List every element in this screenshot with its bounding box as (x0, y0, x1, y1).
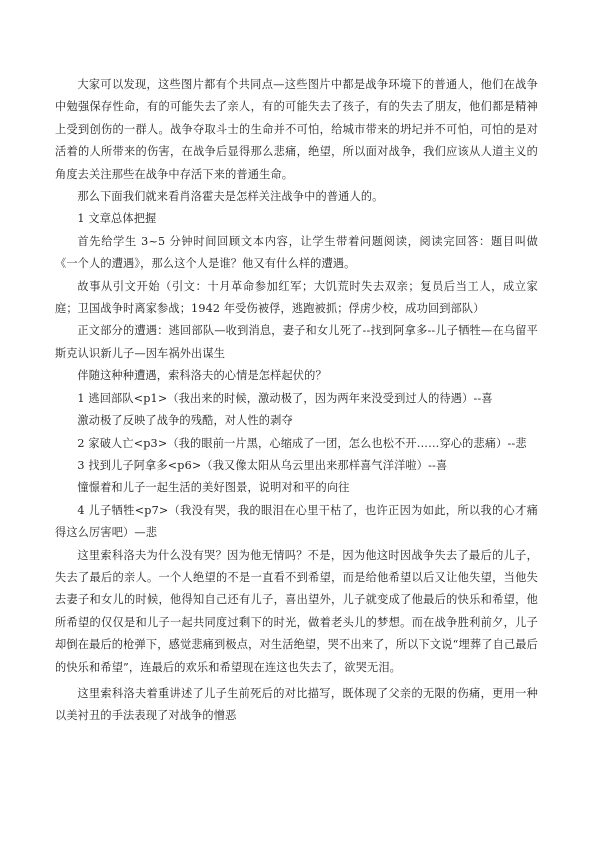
list-item-3-note: 憧憬着和儿子一起生活的美好图景，说明对和平的向往 (77, 481, 350, 495)
paragraph-main-events: 正文部分的遭遇：逃回部队—收到消息，妻子和女儿死了--找到阿拿多--儿子牺牲—在乌留平斯克认识新儿子—因车祸外出谋生 (55, 324, 538, 360)
section-heading: 1 文章总体把握 (77, 212, 157, 226)
list-item-2: 2 家破人亡<p3>（我的眼前一片黑，心缩成了一团，怎么也松不开……穿心的悲痛）--悲 (77, 436, 527, 450)
paragraph-transition: 那么下面我们就来看肖洛霍夫是怎样关注战争中的普通人的。 (77, 190, 384, 204)
paragraph-intro: 大家可以发现，这些图片都有个共同点—这些图片中都是战争环境下的普通人，他们在战争中勉强保存性命，有的可能失去了亲人，有的可能失去了孩子，有的失去了朋友，他们都是精神上受到创伤的一群人。战争夺取斗士的生命并不可怕，给城市带来的坍圮并不可怕，可怕的是对活着的人所带来的伤害，在战争后显得那么悲痛，绝望，所以面对战争，我们应该从人道主义的角度去关注那些在战争中存活下来的普通生命。 (55, 78, 538, 181)
list-item-1: 1 逃回部队<p1>（我出来的时候，激动极了，因为两年来没受到过人的待遇）--喜 (77, 391, 493, 405)
paragraph-question: 伴随这种种遭遇，索科洛夫的心情是怎样起伏的？ (77, 369, 327, 383)
paragraph-conclusion: 这里索科洛夫着重讲述了儿子生前死后的对比描写，既体现了父亲的无限的伤痛，更用一种以美衬丑的手法表现了对战争的憎恶 (55, 686, 538, 723)
paragraph-task: 首先给学生 3~5 分钟时间回顾文本内容，让学生带着问题阅读，阅读完回答：题目叫做《一个人的遭遇》，那么这个人是谁？他又有什么样的遭遇。 (55, 234, 538, 271)
paragraph-story-start: 故事从引文开始（引文：十月革命参加红军；大饥荒时失去双亲；复员后当工人，成立家庭；卫国战争时离家参战；1942 年受伤被俘，逃跑被抓；俘虏少校，成功回到部队） (55, 279, 538, 316)
list-item-3: 3 找到儿子阿拿多<p6>（我又像太阳从乌云里出来那样喜气洋洋啦）--喜 (77, 458, 448, 472)
list-item-4: 4 儿子牺牲<p7>（我没有哭，我的眼泪在心里干枯了，也许正因为如此，所以我的心才痛得这么厉害吧）—悲 (55, 503, 538, 540)
paragraph-analysis: 这里索科洛夫为什么没有哭？因为他无情吗？不是，因为他这时因战争失去了最后的儿子，失去了最后的亲人。一个人绝望的不是一直看不到希望，而是给他希望以后又让他失望，当他失去妻子和女儿的时候，他得知自己还有儿子，喜出望外，儿子就变成了他最后的快乐和希望，他所希望的仅仅是和儿子一起共同度过剩下的时光，做着老头儿的梦想。而在战争胜利前夕，儿子却倒在最后的枪弹下，感觉悲痛到极点，对生活绝望，哭不出来了，所以下文说“埋葬了自己最后的快乐和希望”，连最后的欢乐和希望现在连这也失去了，欲哭无泪。 (55, 548, 538, 674)
document-page (55, 74, 538, 728)
list-item-1-note: 激动极了反映了战争的残酷，对人性的剥夺 (77, 414, 293, 428)
